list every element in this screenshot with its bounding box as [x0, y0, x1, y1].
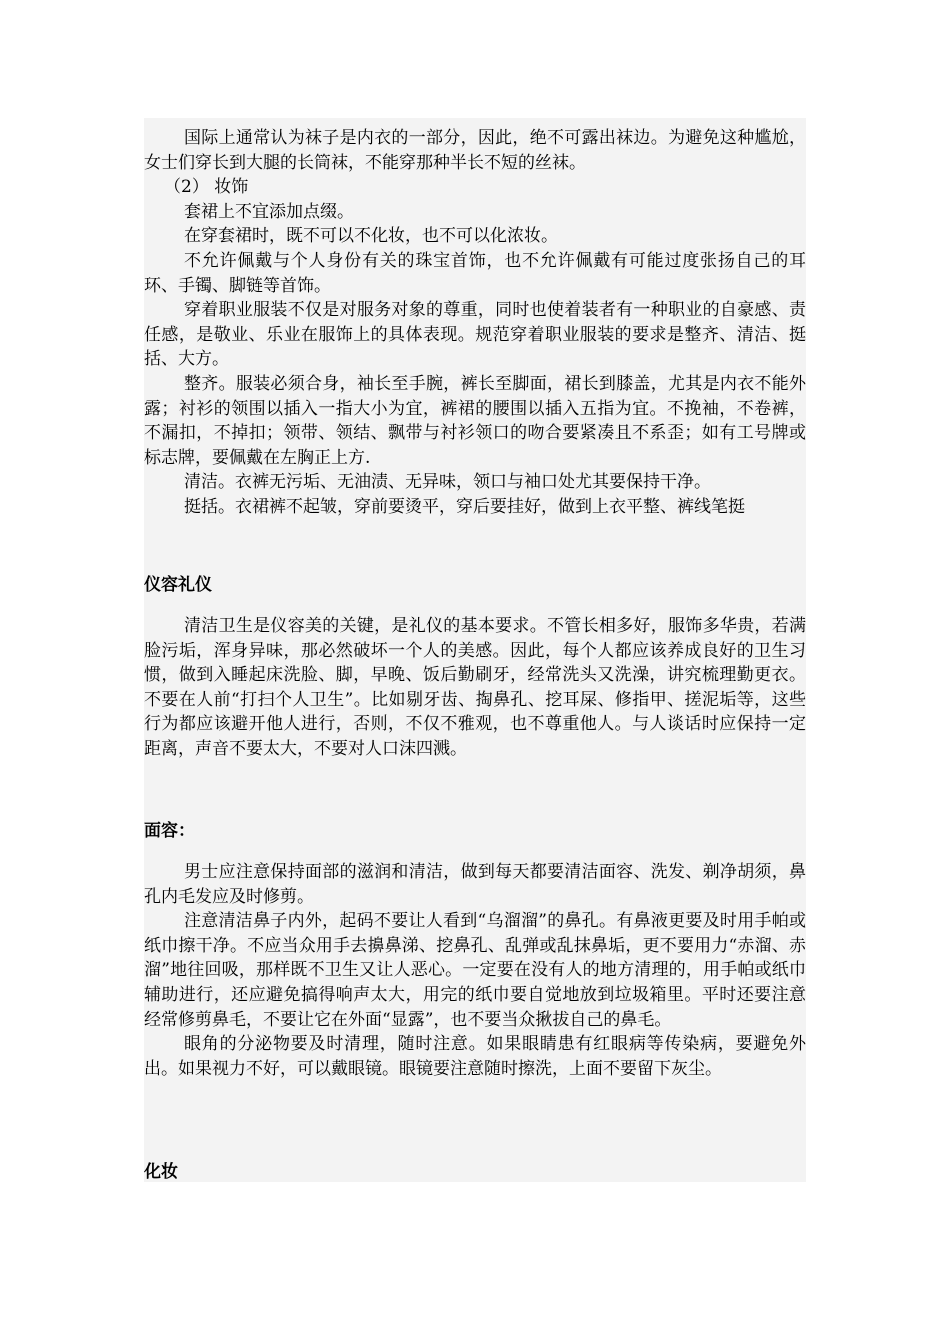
paragraph-jewelry: 不允许佩戴与个人身份有关的珠宝首饰，也不允许佩戴有可能过度张扬自己的耳环、手镯、脚链等首饰。 — [144, 250, 806, 296]
clothing-section — [144, 126, 806, 520]
paragraph-hygiene: 清洁卫生是仪容美的关键，是礼仪的基本要求。不管长相多好，服饰多华贵，若满脸污垢，浑身异味，那必然破坏一个人的美感。因此，每个人都应该养成良好的卫生习惯，做到入睡起床洗脸、脚，早晚、饭后勤刷牙，经常洗头又洗澡，讲究梳理勤更衣。不要在人前“打扫个人卫生”。比如剔牙齿、掏鼻孔、挖耳屎、修指甲、搓泥垢等，这些行为都应该避开他人进行，否则，不仅不雅观，也不尊重他人。与人谈话时应保持一定距离，声音不要太大，不要对人口沫四溅。 — [144, 616, 806, 759]
paragraph-nose: 注意清洁鼻子内外，起码不要让人看到“乌溜溜”的鼻孔。有鼻液更要及时用手帕或纸巾擦干净。不应当众用手去擤鼻涕、挖鼻孔、乱弹或乱抹鼻垢，更不要用力“赤溜、赤溜”地往回吸，那样既不卫生又让人恶心。一定要在没有人的地方清理的，用手帕或纸巾辅助进行，还应避免搞得响声太大，用完的纸巾要自觉地放到垃圾箱里。平时还要注意经常修剪鼻毛，不要让它在外面“显露”，也不要当众揪拔自己的鼻毛。 — [144, 911, 806, 1030]
paragraph-makeup-rule: 在穿套裙时，既不可以不化妆，也不可以化浓妆。 — [184, 226, 558, 247]
paragraph-eyes: 眼角的分泌物要及时清理，随时注意。如果眼睛患有红眼病等传染病，要避免外出。如果视力不好，可以戴眼镜。眼镜要注意随时擦洗，上面不要留下灰尘。 — [144, 1034, 806, 1079]
paragraph-clean: 清洁。衣裤无污垢、无油渍、无异味，领口与袖口处尤其要保持干净。 — [184, 472, 711, 493]
heading-face: 面容： — [144, 821, 195, 841]
paragraph-socks: 国际上通常认为袜子是内衣的一部分，因此，绝不可露出袜边。为避免这种尴尬，女士们穿长到大腿的长筒袜，不能穿那种半长不短的丝袜。 — [144, 128, 806, 173]
face-section — [144, 860, 806, 1081]
heading-makeup: 化妆 — [144, 1162, 178, 1182]
paragraph-neat: 整齐。服装必须合身，袖长至手腕，裤长至脚面，裙长到膝盖，尤其是内衣不能外露；衬衫的领围以插入一指大小为宜，裤裙的腰围以插入五指为宜。不挽袖，不卷裤，不漏扣，不掉扣；领带、领结、飘带与衬衫领口的吻合要紧凑且不系歪；如有工号牌或标志牌，要佩戴在左胸正上方. — [144, 373, 806, 468]
subheading-accessories: （2） 妆饰 — [164, 177, 249, 198]
paragraph-crisp: 挺括。衣裙裤不起皱，穿前要烫平，穿后要挂好，做到上衣平整、裤线笔挺 — [184, 496, 745, 517]
paragraph-men-face: 男士应注意保持面部的滋润和清洁，做到每天都要清洁面容、洗发、剃净胡须，鼻孔内毛发应及时修剪。 — [144, 862, 806, 907]
paragraph-no-decoration: 套裙上不宜添加点缀。 — [184, 201, 354, 222]
grooming-section — [144, 614, 806, 762]
paragraph-uniform: 穿着职业服装不仅是对服务对象的尊重，同时也使着装者有一种职业的自豪感、责任感，是敬业、乐业在服饰上的具体表现。规范穿着职业服装的要求是整齐、清洁、挺括、大方。 — [144, 300, 806, 370]
heading-grooming-etiquette: 仪容礼仪 — [144, 575, 212, 595]
